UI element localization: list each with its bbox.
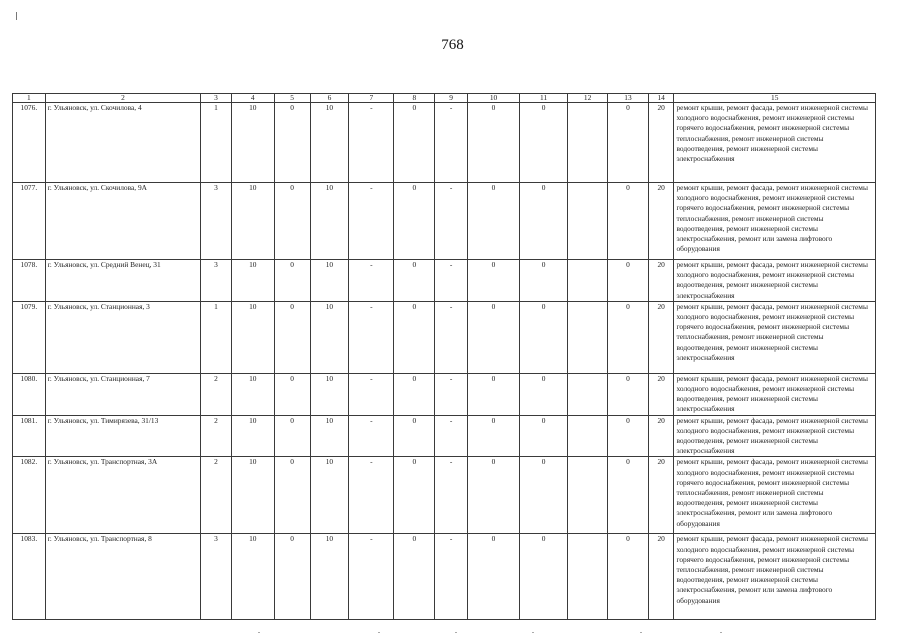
- cell-col3: 3: [201, 183, 232, 260]
- cell-col7: -: [349, 534, 394, 620]
- cell-col14: 20: [648, 103, 674, 183]
- cell-col8: 0: [394, 415, 435, 457]
- cell-col10: 0: [467, 301, 519, 373]
- cell-col13: 0: [608, 183, 649, 260]
- table-row: [13, 260, 876, 302]
- works-cell: ремонт крыши, ремонт фасада, ремонт инженерной системы холодного водоснабжения, ремонт инженерной системы горячего водоснабжения, ремонт инженерной системы теплоснабжения, ремонт инженерной системы водоотведения, ремонт инженерной системы электроснабжения, ремонт или замена лифтового оборудования: [674, 457, 876, 534]
- cell-col13: 0: [608, 457, 649, 534]
- works-cell: ремонт крыши, ремонт фасада, ремонт инженерной системы холодного водоснабжения, ремонт инженерной системы горячего водоснабжения, ремонт инженерной системы теплоснабжения, ремонт инженерной системы водоотведения, ремонт инженерной системы электроснабжения: [674, 103, 876, 183]
- cell-col10: 0: [467, 260, 519, 302]
- works-cell: ремонт крыши, ремонт фасада, ремонт инженерной системы холодного водоснабжения, ремонт инженерной системы горячего водоснабжения, ремонт инженерной системы теплоснабжения, ремонт инженерной системы водоотведения, ремонт инженерной системы электроснабжения, ремонт или замена лифтового оборудования: [674, 183, 876, 260]
- address-cell: г. Ульяновск, ул. Станционная, 7: [45, 373, 200, 415]
- column-header: 6: [310, 94, 349, 103]
- cell-col13: 0: [608, 103, 649, 183]
- column-header: 14: [648, 94, 674, 103]
- cell-col9: -: [435, 183, 468, 260]
- cell-col14: 20: [648, 260, 674, 302]
- cell-col6: 10: [310, 260, 349, 302]
- cell-col6: 10: [310, 183, 349, 260]
- cell-col5: 0: [274, 183, 310, 260]
- cell-col4: 10: [231, 103, 274, 183]
- cell-col11: 0: [520, 415, 568, 457]
- cell-col6: 10: [310, 457, 349, 534]
- cell-col12: [568, 373, 608, 415]
- cell-col6: 10: [310, 103, 349, 183]
- cell-col4: 10: [231, 457, 274, 534]
- cell-col11: 0: [520, 301, 568, 373]
- cell-col5: 0: [274, 457, 310, 534]
- cell-col6: 10: [310, 301, 349, 373]
- table-row: [13, 415, 876, 457]
- cell-col8: 0: [394, 457, 435, 534]
- cell-col12: [568, 457, 608, 534]
- column-header: 1: [13, 94, 46, 103]
- works-cell: ремонт крыши, ремонт фасада, ремонт инженерной системы холодного водоснабжения, ремонт инженерной системы горячего водоснабжения, ремонт инженерной системы теплоснабжения, ремонт инженерной системы водоотведения, ремонт инженерной системы электроснабжения: [674, 301, 876, 373]
- cell-col11: 0: [520, 457, 568, 534]
- column-header: 9: [435, 94, 468, 103]
- row-number: 1083.: [13, 534, 46, 620]
- capital-repair-table: [12, 93, 876, 620]
- cell-col10: 0: [467, 534, 519, 620]
- cell-col10: 0: [467, 457, 519, 534]
- address-cell: г. Ульяновск, ул. Транспортная, 3А: [45, 457, 200, 534]
- column-header: 4: [231, 94, 274, 103]
- works-cell: ремонт крыши, ремонт фасада, ремонт инженерной системы холодного водоснабжения, ремонт инженерной системы водоотведения, ремонт инженерной системы электроснабжения: [674, 415, 876, 457]
- cell-col13: 0: [608, 301, 649, 373]
- cell-col14: 20: [648, 415, 674, 457]
- column-header: 13: [608, 94, 649, 103]
- cell-col5: 0: [274, 103, 310, 183]
- cell-col11: 0: [520, 373, 568, 415]
- row-number: 1077.: [13, 183, 46, 260]
- cell-col5: 0: [274, 373, 310, 415]
- cell-col8: 0: [394, 183, 435, 260]
- cell-col7: -: [349, 373, 394, 415]
- table-row: [13, 183, 876, 260]
- cell-col13: 0: [608, 260, 649, 302]
- column-header: 3: [201, 94, 232, 103]
- address-cell: г. Ульяновск, ул. Станционная, 3: [45, 301, 200, 373]
- cell-col8: 0: [394, 301, 435, 373]
- row-number: 1080.: [13, 373, 46, 415]
- cell-col6: 10: [310, 415, 349, 457]
- cell-col4: 10: [231, 373, 274, 415]
- cell-col7: -: [349, 301, 394, 373]
- cell-col11: 0: [520, 260, 568, 302]
- cell-col6: 10: [310, 373, 349, 415]
- table-row: [13, 457, 876, 534]
- cell-col12: [568, 183, 608, 260]
- cell-col7: -: [349, 103, 394, 183]
- cell-col9: -: [435, 415, 468, 457]
- cell-col7: -: [349, 260, 394, 302]
- works-cell: ремонт крыши, ремонт фасада, ремонт инженерной системы холодного водоснабжения, ремонт инженерной системы водоотведения, ремонт инженерной системы электроснабжения: [674, 373, 876, 415]
- cell-col3: 1: [201, 103, 232, 183]
- cell-col13: 0: [608, 373, 649, 415]
- cell-col14: 20: [648, 301, 674, 373]
- works-cell: ремонт крыши, ремонт фасада, ремонт инженерной системы холодного водоснабжения, ремонт инженерной системы водоотведения, ремонт инженерной системы электроснабжения: [674, 260, 876, 302]
- table-row: [13, 534, 876, 620]
- cell-col5: 0: [274, 301, 310, 373]
- cell-col11: 0: [520, 183, 568, 260]
- cell-col7: -: [349, 457, 394, 534]
- cell-col3: 3: [201, 260, 232, 302]
- cell-col10: 0: [467, 373, 519, 415]
- cell-col6: 10: [310, 534, 349, 620]
- cell-col14: 20: [648, 457, 674, 534]
- cell-col9: -: [435, 260, 468, 302]
- cell-col11: 0: [520, 103, 568, 183]
- table-row: [13, 103, 876, 183]
- cell-col7: -: [349, 183, 394, 260]
- cell-col9: -: [435, 103, 468, 183]
- cell-col12: [568, 301, 608, 373]
- address-cell: г. Ульяновск, ул. Транспортная, 8: [45, 534, 200, 620]
- cell-col3: 3: [201, 534, 232, 620]
- cell-col12: [568, 260, 608, 302]
- column-header: 8: [394, 94, 435, 103]
- cell-col8: 0: [394, 534, 435, 620]
- address-cell: г. Ульяновск, ул. Скочилова, 9А: [45, 183, 200, 260]
- cell-col4: 10: [231, 534, 274, 620]
- column-header: 10: [467, 94, 519, 103]
- column-header: 7: [349, 94, 394, 103]
- cell-col10: 0: [467, 415, 519, 457]
- column-header: 11: [520, 94, 568, 103]
- row-number: 1082.: [13, 457, 46, 534]
- column-header: 15: [674, 94, 876, 103]
- cell-col4: 10: [231, 415, 274, 457]
- cell-col10: 0: [467, 183, 519, 260]
- table-row: [13, 373, 876, 415]
- cell-col8: 0: [394, 103, 435, 183]
- cell-col3: 1: [201, 301, 232, 373]
- scan-mark: [16, 12, 17, 20]
- cell-col10: 0: [467, 103, 519, 183]
- works-cell: ремонт крыши, ремонт фасада, ремонт инженерной системы холодного водоснабжения, ремонт инженерной системы горячего водоснабжения, ремонт инженерной системы теплоснабжения, ремонт инженерной системы водоотведения, ремонт инженерной системы электроснабжения, ремонт или замена лифтового оборудования: [674, 534, 876, 620]
- address-cell: г. Ульяновск, ул. Тимирязева, 31/13: [45, 415, 200, 457]
- cell-col5: 0: [274, 415, 310, 457]
- cell-col9: -: [435, 373, 468, 415]
- row-number: 1076.: [13, 103, 46, 183]
- cell-col3: 2: [201, 457, 232, 534]
- cell-col14: 20: [648, 183, 674, 260]
- address-cell: г. Ульяновск, ул. Средний Венец, 31: [45, 260, 200, 302]
- row-number: 1078.: [13, 260, 46, 302]
- cell-col9: -: [435, 534, 468, 620]
- cell-col3: 2: [201, 415, 232, 457]
- table-row: [13, 301, 876, 373]
- cell-col14: 20: [648, 373, 674, 415]
- address-cell: г. Ульяновск, ул. Скочилова, 4: [45, 103, 200, 183]
- column-number-row: [13, 94, 876, 103]
- cell-col5: 0: [274, 534, 310, 620]
- column-header: 12: [568, 94, 608, 103]
- cell-col12: [568, 415, 608, 457]
- cell-col12: [568, 534, 608, 620]
- page-number: 768: [441, 37, 464, 53]
- cell-col4: 10: [231, 301, 274, 373]
- cell-col9: -: [435, 301, 468, 373]
- cell-col12: [568, 103, 608, 183]
- cell-col4: 10: [231, 183, 274, 260]
- scan-noise: [0, 632, 905, 634]
- row-number: 1079.: [13, 301, 46, 373]
- cell-col13: 0: [608, 534, 649, 620]
- cell-col7: -: [349, 415, 394, 457]
- column-header: 2: [45, 94, 200, 103]
- cell-col8: 0: [394, 260, 435, 302]
- cell-col5: 0: [274, 260, 310, 302]
- cell-col8: 0: [394, 373, 435, 415]
- cell-col4: 10: [231, 260, 274, 302]
- cell-col11: 0: [520, 534, 568, 620]
- cell-col13: 0: [608, 415, 649, 457]
- column-header: 5: [274, 94, 310, 103]
- cell-col3: 2: [201, 373, 232, 415]
- cell-col9: -: [435, 457, 468, 534]
- row-number: 1081.: [13, 415, 46, 457]
- cell-col14: 20: [648, 534, 674, 620]
